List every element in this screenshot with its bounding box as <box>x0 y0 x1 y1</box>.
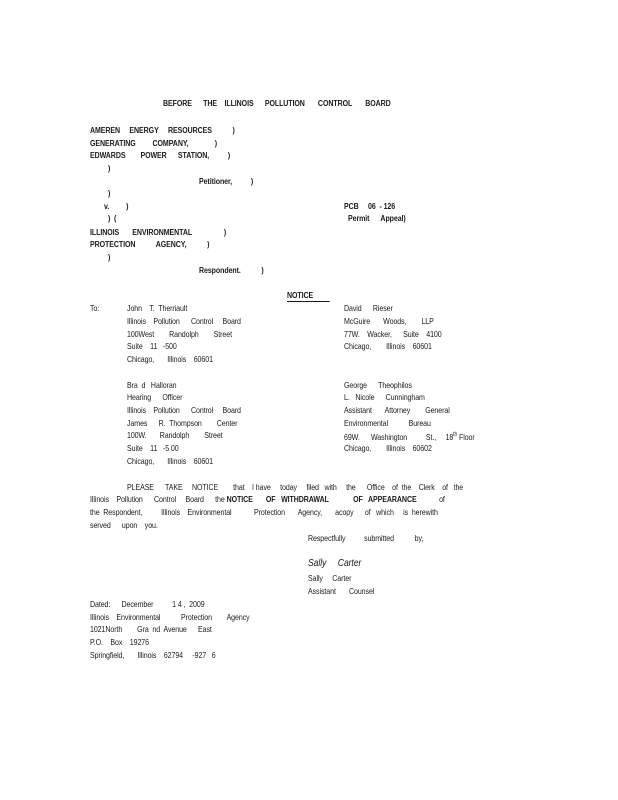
addressee-line: James R. Thompson Center <box>127 418 238 428</box>
caption-petitioner-line: GENERATING COMPANY, ) <box>90 138 218 148</box>
addressee-line: Environmental Bureau <box>344 418 431 428</box>
signer-name: Sally Carter <box>308 573 352 583</box>
addressee-line: 100W. Randolph Street <box>127 430 223 440</box>
board-title: BEFORE THE ILLINOIS POLLUTION CONTROL BOARD <box>163 98 391 108</box>
addressee-line: L. Nicole Cunningham <box>344 392 425 402</box>
signer-title: Assistant Counsel <box>308 586 375 596</box>
addressee-line: George Theophilos <box>344 380 412 390</box>
footer-address-line: Illinois Environmental Protection Agency <box>90 612 250 622</box>
addressee-line: David Rieser <box>344 303 393 313</box>
caption-petitioner-line: AMEREN ENERGY RESOURCES ) <box>90 125 235 135</box>
signature: Sally Carter <box>308 557 362 569</box>
notice-heading: NOTICE <box>287 290 330 302</box>
addressee-line: Chicago, Illinois 60601 <box>127 354 213 364</box>
caption-paren: ) <box>108 252 111 262</box>
floor-word: Floor <box>459 431 475 442</box>
body-line <box>90 494 445 505</box>
document-title-bold: NOTICE OF WITHDRAWAL OF APPEARANCE <box>226 494 417 504</box>
addressee-line: Chicago, Illinois 60602 <box>344 443 432 453</box>
caption-respondent-line: ILLINOIS ENVIRONMENTAL ) <box>90 227 227 237</box>
addressee-line: Suite 11 -5 00 <box>127 443 179 453</box>
caption-petitioner-line: EDWARDS POWER STATION, ) <box>90 150 231 160</box>
caption-respondent-line: PROTECTION AGENCY, ) <box>90 239 210 249</box>
to-label: To: <box>90 303 100 313</box>
case-number: PCB 06 - 126 <box>344 201 396 211</box>
addressee-line: Assistant Attorney General <box>344 405 450 415</box>
caption-paren: ) ( <box>108 213 117 223</box>
body-line: PLEASE TAKE NOTICE that I have today filed with the Office of the Clerk of the <box>127 482 464 492</box>
address-street: 69W. Washington St., 18 <box>344 431 454 442</box>
addressee-line: Chicago, Illinois 60601 <box>127 456 213 466</box>
floor-superscript: th <box>453 432 458 438</box>
body-text: Illinois Pollution Control Board the <box>90 494 227 504</box>
body-line: served upon you. <box>90 520 158 530</box>
addressee-line: Chicago, Illinois 60601 <box>344 341 432 351</box>
caption-paren: ) <box>108 188 111 198</box>
caption-paren: ) <box>108 163 111 173</box>
body-line: the Respondent, Illinois Environmental Protection Agency, acopy of which is herewith <box>90 507 438 517</box>
petitioner-label: Petitioner, ) <box>199 176 254 186</box>
addressee-line: Bra d Halloran <box>127 380 177 390</box>
caption-versus: v. ) <box>104 201 129 211</box>
body-text: of <box>416 494 445 504</box>
addressee-line <box>344 430 475 443</box>
footer-address-line: Springfield, Illinois 62794 -927 6 <box>90 650 216 660</box>
addressee-line: Hearing Officer <box>127 392 183 402</box>
addressee-line: Suite 11 -500 <box>127 341 177 351</box>
addressee-line: John T. Therriault <box>127 303 188 313</box>
addressee-line: McGuire Woods, LLP <box>344 316 434 326</box>
addressee-line: Illinois Pollution Control Board <box>127 405 241 415</box>
dated-line: Dated: December 1 4 , 2009 <box>90 599 205 609</box>
respondent-label: Respondent. ) <box>199 265 264 275</box>
addressee-line: 77W. Wacker, Suite 4100 <box>344 329 442 339</box>
respectfully-submitted: Respectfully submitted by, <box>308 533 424 543</box>
case-type: Permit Appeal) <box>348 213 406 223</box>
addressee-line: 100West Randolph Street <box>127 329 232 339</box>
footer-address-line: P.O. Box 19276 <box>90 637 149 647</box>
footer-address-line: 1021North Gra nd Avenue East <box>90 624 212 634</box>
addressee-line: Illinois Pollution Control Board <box>127 316 241 326</box>
